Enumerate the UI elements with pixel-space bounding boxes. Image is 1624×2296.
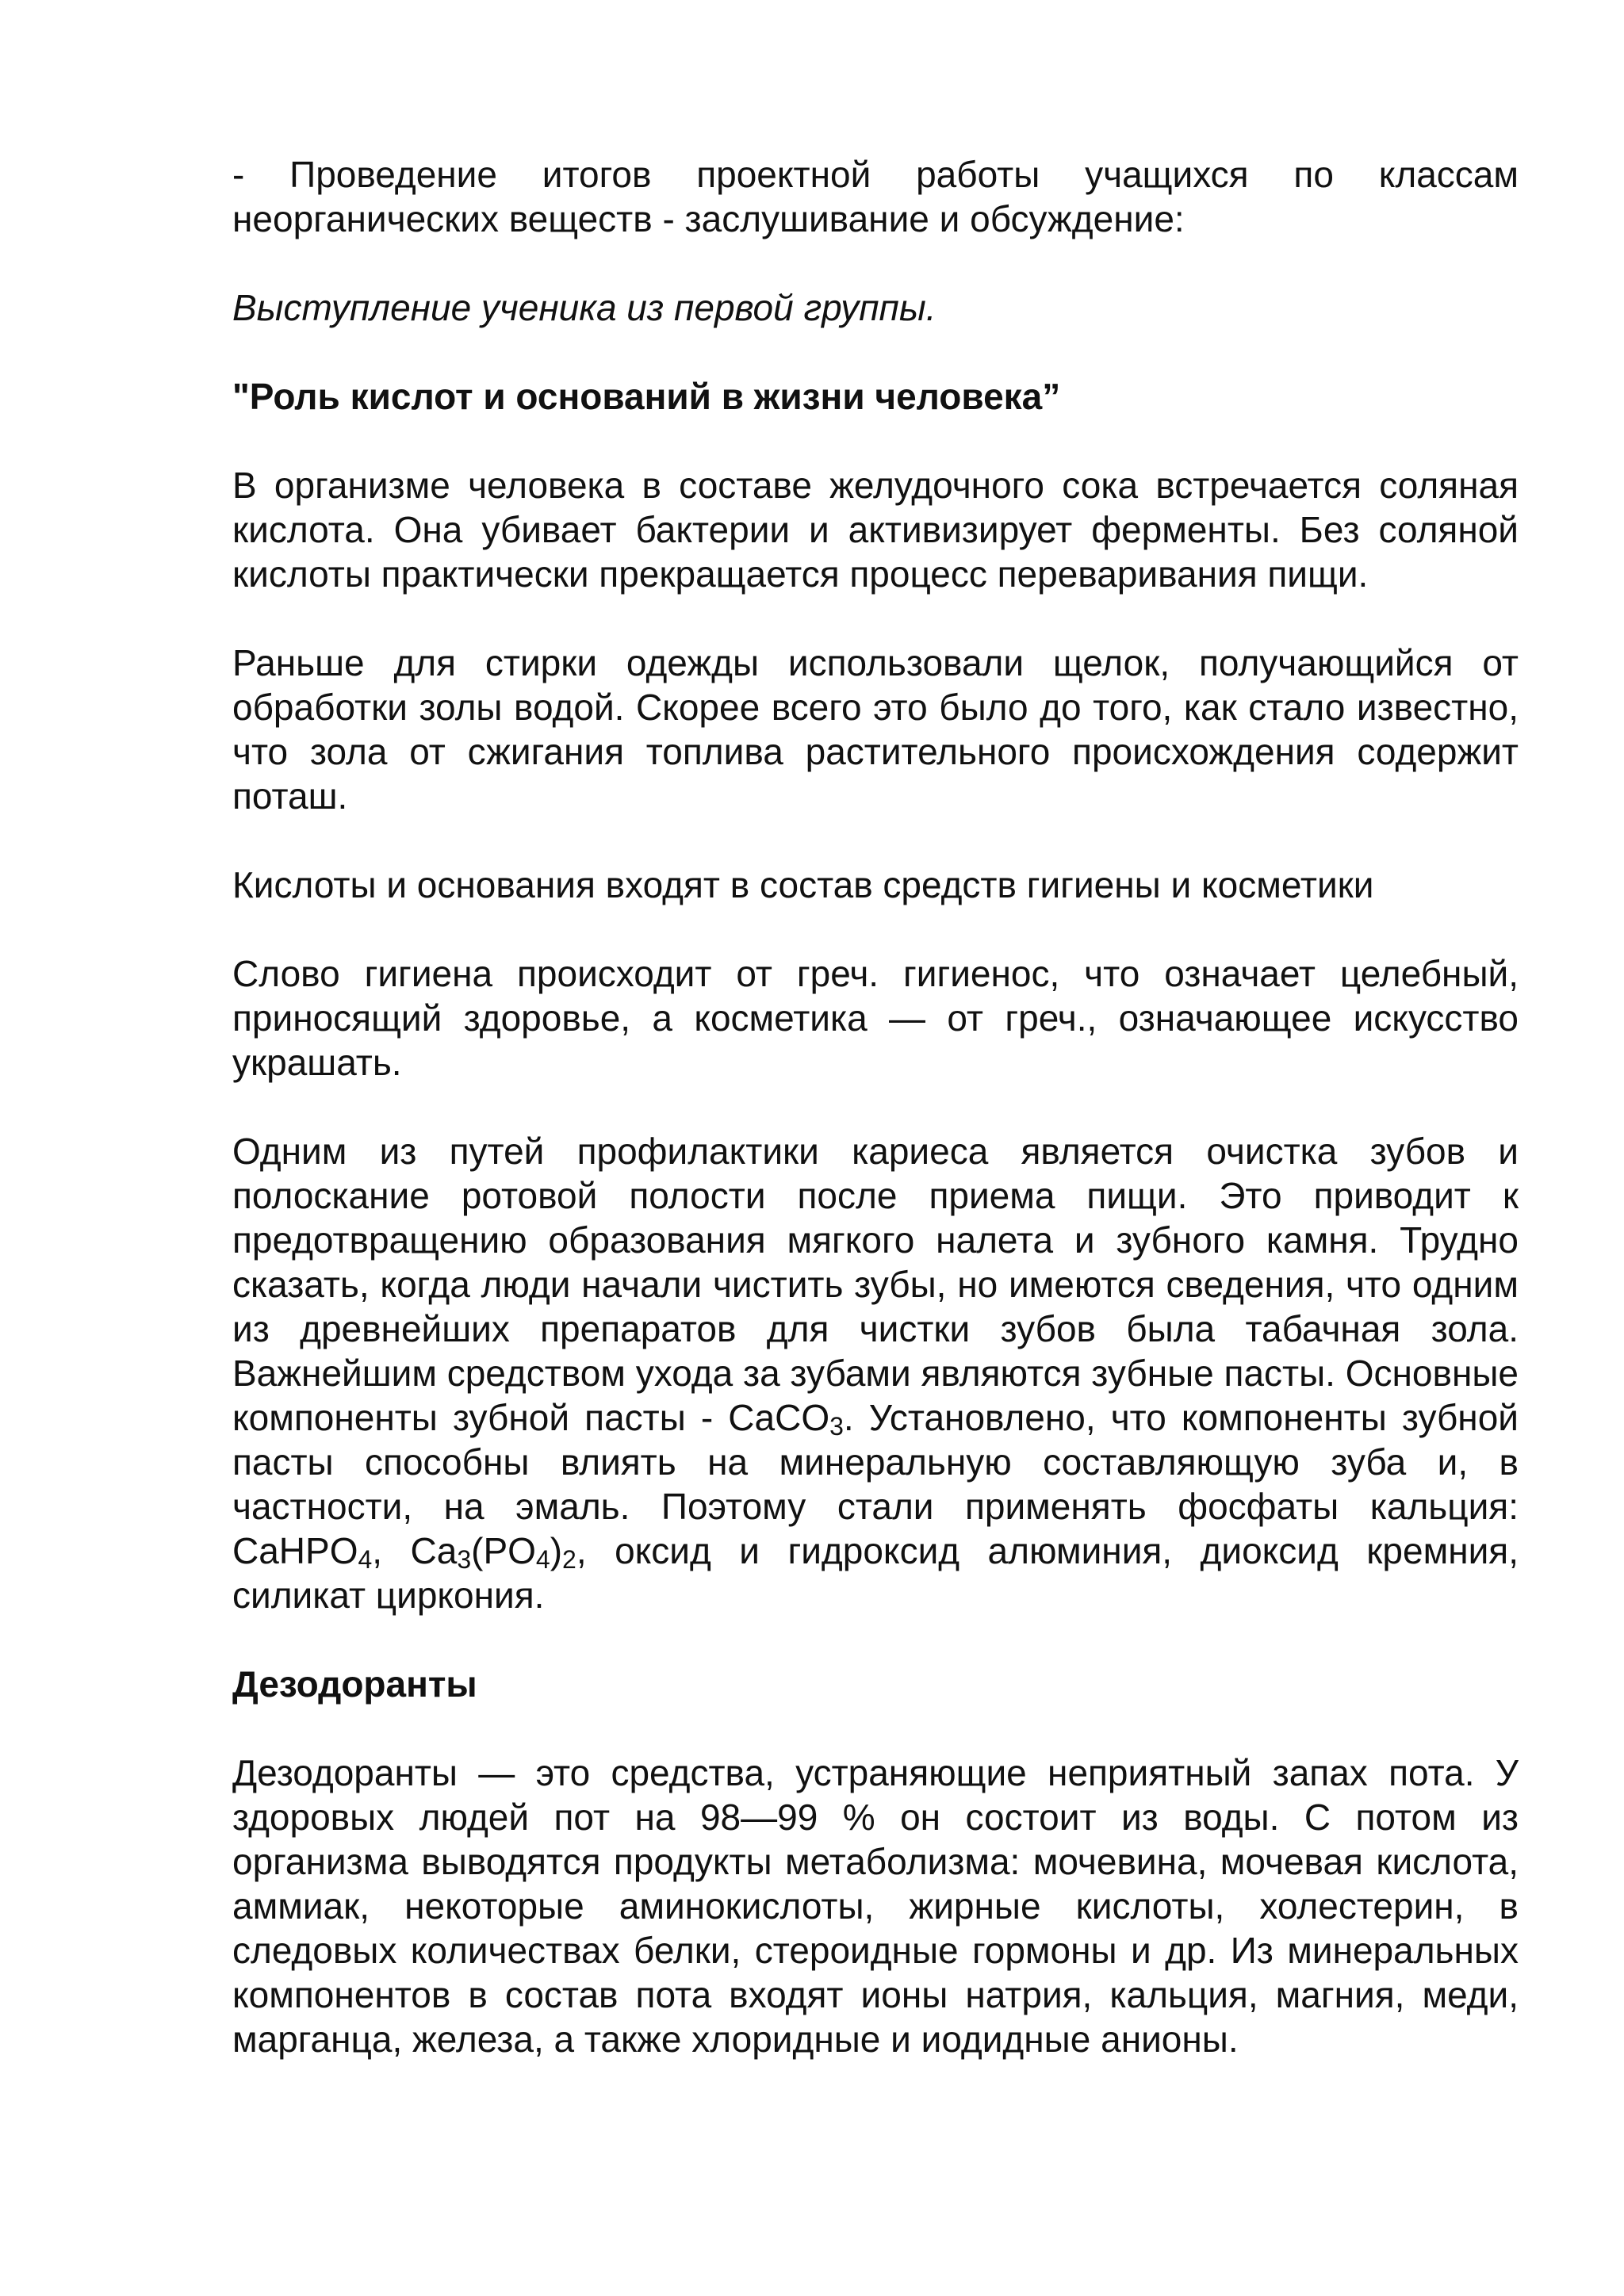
document-page [232, 152, 1519, 2106]
paragraph-deodorants: Дезодоранты — это средства, устраняющие неприятный запах пота. У здоровых людей пот на 98—99 % он состоит из воды. С потом из организма выводятся продукты метаболизма: мочевина, мочевая кислота, аммиак, некоторые аминокислоты, жирные кислоты, холестерин, в следовых количествах белки, стероидные гормоны и др. Из минеральных компонентов в состав пота входят ионы натрия, кальция, магния, меди, марганца, железа, а также хлоридные и иодидные анионы. [232, 1752, 1519, 2060]
paragraph-hygiene-cosmetics: Кислоты и основания входят в состав средств гигиены и косметики [232, 864, 1374, 905]
paragraph-hydrochloric-acid: В организме человека в составе желудочного сока встречается соляная кислота. Она убивает бактерии и активизирует ферменты. Без соляной кислоты практически прекращается процесс переваривания пищи. [232, 465, 1519, 595]
subscript-po4: 4 [535, 1545, 550, 1574]
paragraph-toothpaste [232, 1129, 1519, 1617]
intro-paragraph: - Проведение итогов проектной работы учащихся по классам неорганических веществ - заслушивание и обсуждение: [232, 154, 1519, 239]
paragraph-etymology: Слово гигиена происходит от греч. гигиенос, что означает целебный, приносящий здоровье, а косметика — от греч., означающее искусство украшать. [232, 953, 1519, 1083]
subscript-cahpo4: 4 [358, 1545, 373, 1574]
toothpaste-text-6: , оксид и гидроксид алюминия, диоксид кремния, силикат циркония. [232, 1530, 1519, 1616]
toothpaste-text-1: Одним из путей профилактики кариеса является очистка зубов и полоскание ротовой полости после приема пищи. Это приводит к предотвращению образования мягкого налета и зубного камня. Трудно сказать, когда люди начали чистить зубы, но имеются сведения, что одним из древнейших препаратов для чистки зубов была табачная зола. Важнейшим средством ухода за зубами являются зубные пасты. Основные компоненты зубной пасты - CaCO [232, 1131, 1519, 1438]
paragraph-lye: Раньше для стирки одежды использовали щелок, получающийся от обработки золы водой. Скорее всего это было до того, как стало известно, что зола от сжигания топлива растительного происхождения содержит поташ. [232, 642, 1519, 817]
toothpaste-text-5: ) [550, 1530, 563, 1571]
toothpaste-text-2: . Установлено, что компоненты зубной пасты способны влиять на минеральную составляющую зуба и, в частности, на эмаль. Поэтому стали применять фосфаты кальция: CaHPO [232, 1397, 1519, 1571]
speaker-note: Выступление ученика из первой группы. [232, 287, 936, 328]
section-title: "Роль кислот и оснований в жизни человека” [232, 376, 1061, 417]
subscript-2: 2 [562, 1545, 576, 1574]
subscript-ca3: 3 [457, 1545, 472, 1574]
section-heading-deodorants: Дезодоранты [232, 1663, 477, 1705]
toothpaste-text-4: (PO [471, 1530, 536, 1571]
toothpaste-text-3: , Ca [372, 1530, 458, 1571]
subscript-caco3: 3 [829, 1412, 844, 1441]
